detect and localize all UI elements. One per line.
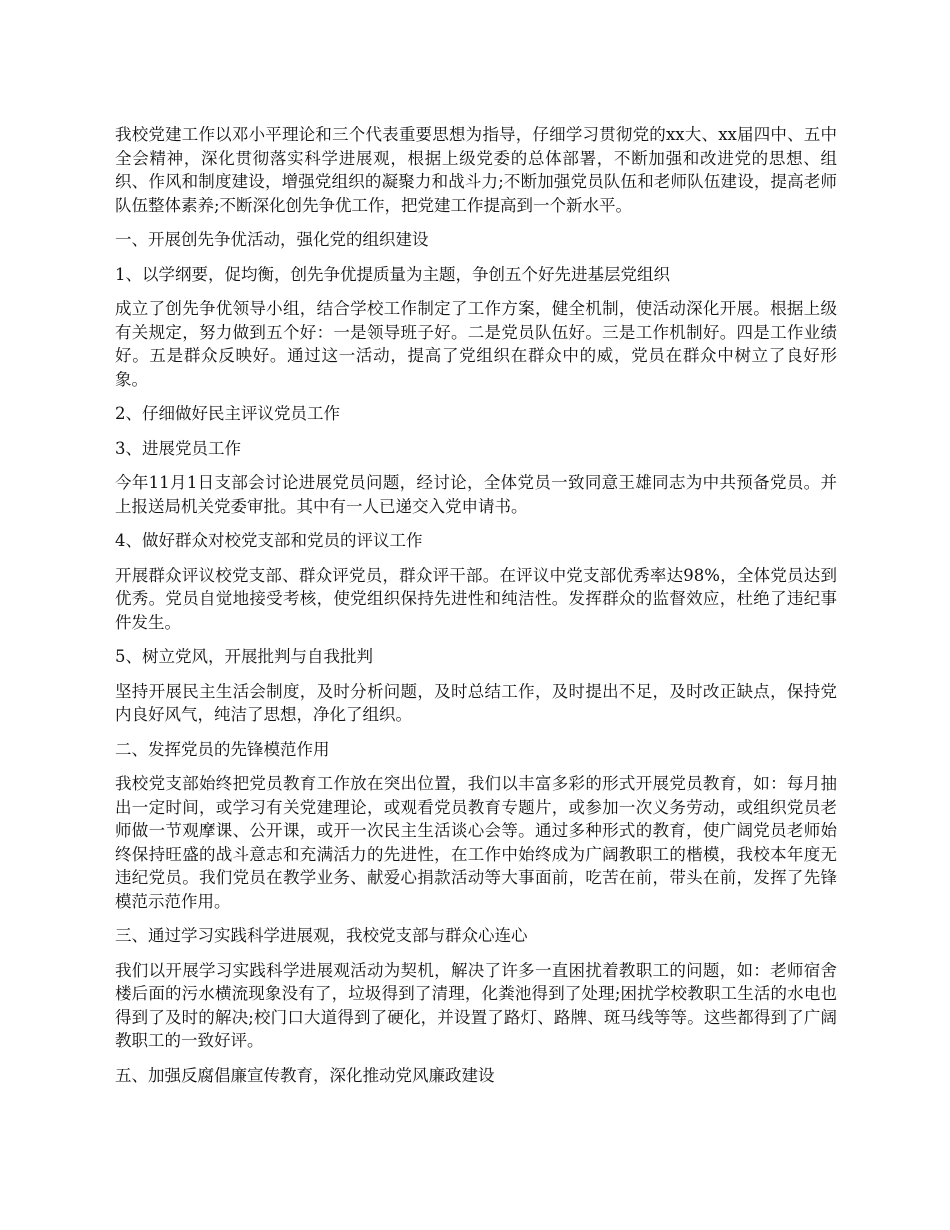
section-3-heading: 三、通过学习实践科学进展观，我校党支部与群众心连心 [115,926,528,945]
subsection-1-2-heading: 2、仔细做好民主评议党员工作 [115,404,340,423]
document-page [115,123,837,1098]
intro-paragraph: 我校党建工作以邓小平理论和三个代表重要思想为指导，仔细学习贯彻党的xx大、xx届四中、五中全会精神，深化贯彻落实科学进展观，根据上级党委的总体部署，不断加强和改进党的思想、组织、作风和制度建设，增强党组织的凝聚力和战斗力;不断加强党员队伍和老师队伍建设，提高老师队伍整体素养;不断深化创先争优工作，把党建工作提高到一个新水平。 [115,125,837,215]
section-2-heading: 二、发挥党员的先锋模范作用 [115,739,330,759]
subsection-1-1-heading: 1、以学纲要，促均衡，创先争优提质量为主题，争创五个好先进基层党组织 [115,264,670,284]
section-5-heading: 五、加强反腐倡廉宣传教育，深化推动党风廉政建设 [115,1065,495,1085]
subsection-1-3-heading: 3、进展党员工作 [115,438,241,458]
subsection-1-1-paragraph: 成立了创先争优领导小组，结合学校工作制定了工作方案，健全机制，使活动深化开展。根据上级有关规定，努力做到五个好：一是领导班子好。二是党员队伍好。三是工作机制好。四是工作业绩好。五是群众反映好。通过这一活动，提高了党组织在群众中的威，党员在群众中树立了良好形象。 [115,299,837,389]
subsection-1-5-heading: 5、树立党风，开展批判与自我批判 [115,647,373,666]
section-3-paragraph: 我们以开展学习实践科学进展观活动为契机，解决了许多一直困扰着教职工的问题，如：老师宿舍楼后面的污水横流现象没有了，垃圾得到了清理，化粪池得到了处理;困扰学校教职工生活的水电也得到了及时的解决;校门口大道得到了硬化，并设置了路灯、路牌、斑马线等等。这些都得到了广阔教职工的一致好评。 [115,960,837,1050]
subsection-1-3-paragraph: 今年11月1日支部会讨论进展党员问题，经讨论，全体党员一致同意王雄同志为中共预备党员。并上报送局机关党委审批。其中有一人已递交入党申请书。 [115,473,837,516]
subsection-1-4-heading: 4、做好群众对校党支部和党员的评议工作 [115,531,423,550]
section-2-paragraph: 我校党支部始终把党员教育工作放在突出位置，我们以丰富多彩的形式开展党员教育，如：每月抽出一定时间，或学习有关党建理论，或观看党员教育专题片，或参加一次义务劳动，或组织党员老师做一节观摩课、公开课，或开一次民主生活谈心会等。通过多种形式的教育，使广阔党员老师始终保持旺盛的战斗意志和充满活力的先进性，在工作中始终成为广阔教职工的楷模，我校本年度无违纪党员。我们党员在教学业务、献爱心捐款活动等大事面前，吃苦在前，带头在前，发挥了先锋模范示范作用。 [115,774,837,911]
subsection-1-5-paragraph: 坚持开展民主生活会制度，及时分析问题，及时总结工作，及时提出不足，及时改正缺点，保持党内良好风气，纯洁了思想，净化了组织。 [115,681,837,724]
subsection-1-4-paragraph: 开展群众评议校党支部、群众评党员，群众评干部。在评议中党支部优秀率达98%，全体党员达到优秀。党员自觉地接受考核，使党组织保持先进性和纯洁性。发挥群众的监督效应，杜绝了违纪事件发生。 [115,565,837,632]
section-1-heading: 一、开展创先争优活动，强化党的组织建设 [115,230,429,249]
